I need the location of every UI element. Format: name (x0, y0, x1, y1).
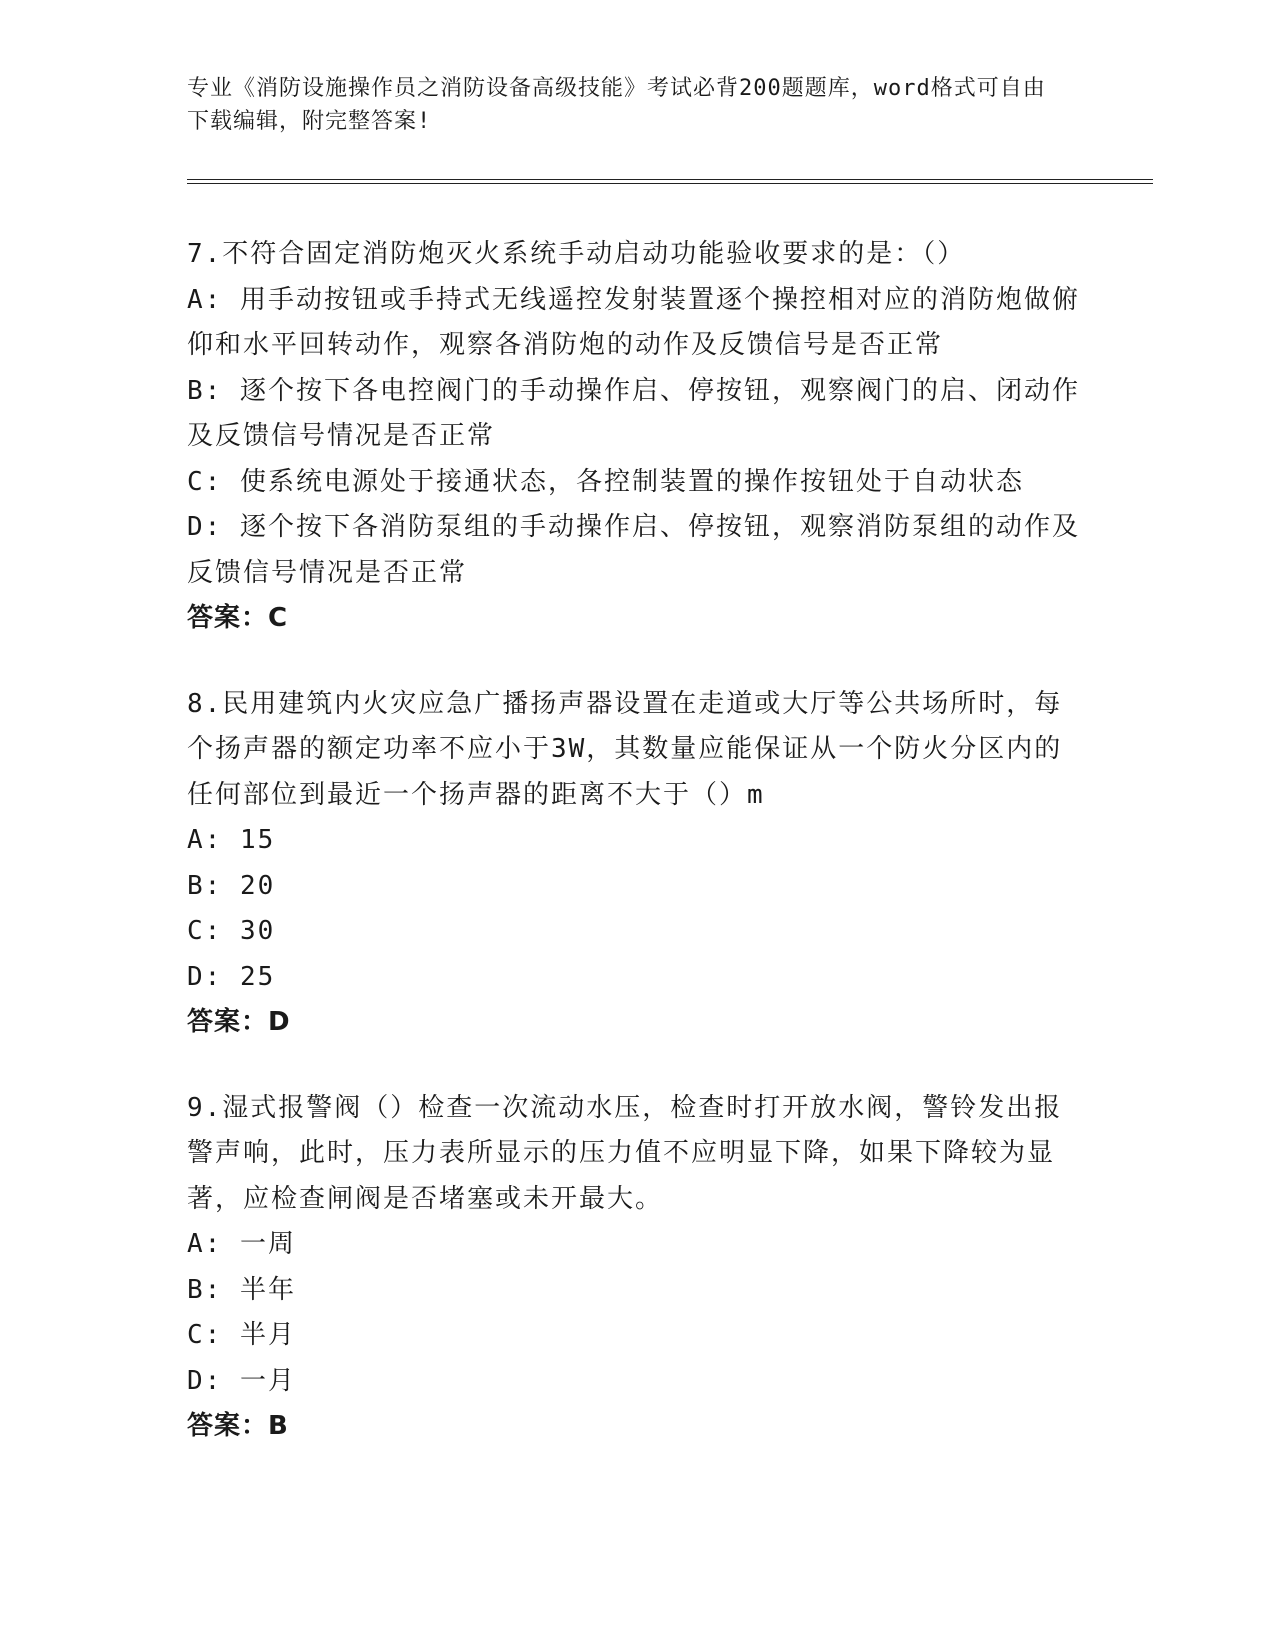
option-c: C: 30 (187, 916, 276, 946)
option-d: D: 一月 (187, 1365, 296, 1396)
option-b: B: 半年 (187, 1274, 296, 1305)
page-header: 专业《消防设施操作员之消防设备高级技能》考试必背200题题库，word格式可自由下载编辑，附完整答案! (187, 76, 1046, 134)
option-d: D: 逐个按下各消防泵组的手动操作启、停按钮，观察消防泵组的动作及反馈信号情况是否正常 (187, 512, 1080, 588)
option-a: A: 用手动按钮或手持式无线遥控发射装置逐个操控相对应的消防炮做俯仰和水平回转动作，观察各消防炮的动作及反馈信号是否正常 (187, 284, 1080, 360)
question-9 (187, 1086, 1087, 1450)
option-a: A: 15 (187, 825, 276, 855)
question-list (187, 232, 1087, 1490)
option-b: B: 20 (187, 870, 276, 901)
option-a: A: 一周 (187, 1229, 296, 1259)
option-c: C: 半月 (187, 1320, 296, 1350)
option-b: B: 逐个按下各电控阀门的手动操作启、停按钮，观察阀门的启、闭动作及反馈信号情况是否正常 (187, 375, 1080, 451)
option-c: C: 使系统电源处于接通状态，各控制装置的操作按钮处于自动状态 (187, 466, 1024, 497)
question-7 (187, 232, 1087, 642)
question-stem: 9.湿式报警阀（）检查一次流动水压，检查时打开放水阀，警铃发出报警声响，此时，压力表所显示的压力值不应明显下降，如果下降较为显著，应检查闸阀是否堵塞或未开最大。 (187, 1092, 1063, 1214)
option-d: D: 25 (187, 961, 276, 992)
header-divider (187, 179, 1153, 184)
answer-label: 答案：C (187, 603, 289, 633)
question-8 (187, 682, 1087, 1046)
question-stem: 8.民用建筑内火灾应急广播扬声器设置在走道或大厅等公共场所时，每个扬声器的额定功率不应小于3W，其数量应能保证从一个防火分区内的任何部位到最近一个扬声器的距离不大于（）m (187, 688, 1063, 810)
question-stem: 7.不符合固定消防炮灭火系统手动启动功能验收要求的是：（） (187, 239, 966, 269)
answer-label: 答案：B (187, 1411, 289, 1441)
answer-label: 答案：D (187, 1007, 291, 1037)
